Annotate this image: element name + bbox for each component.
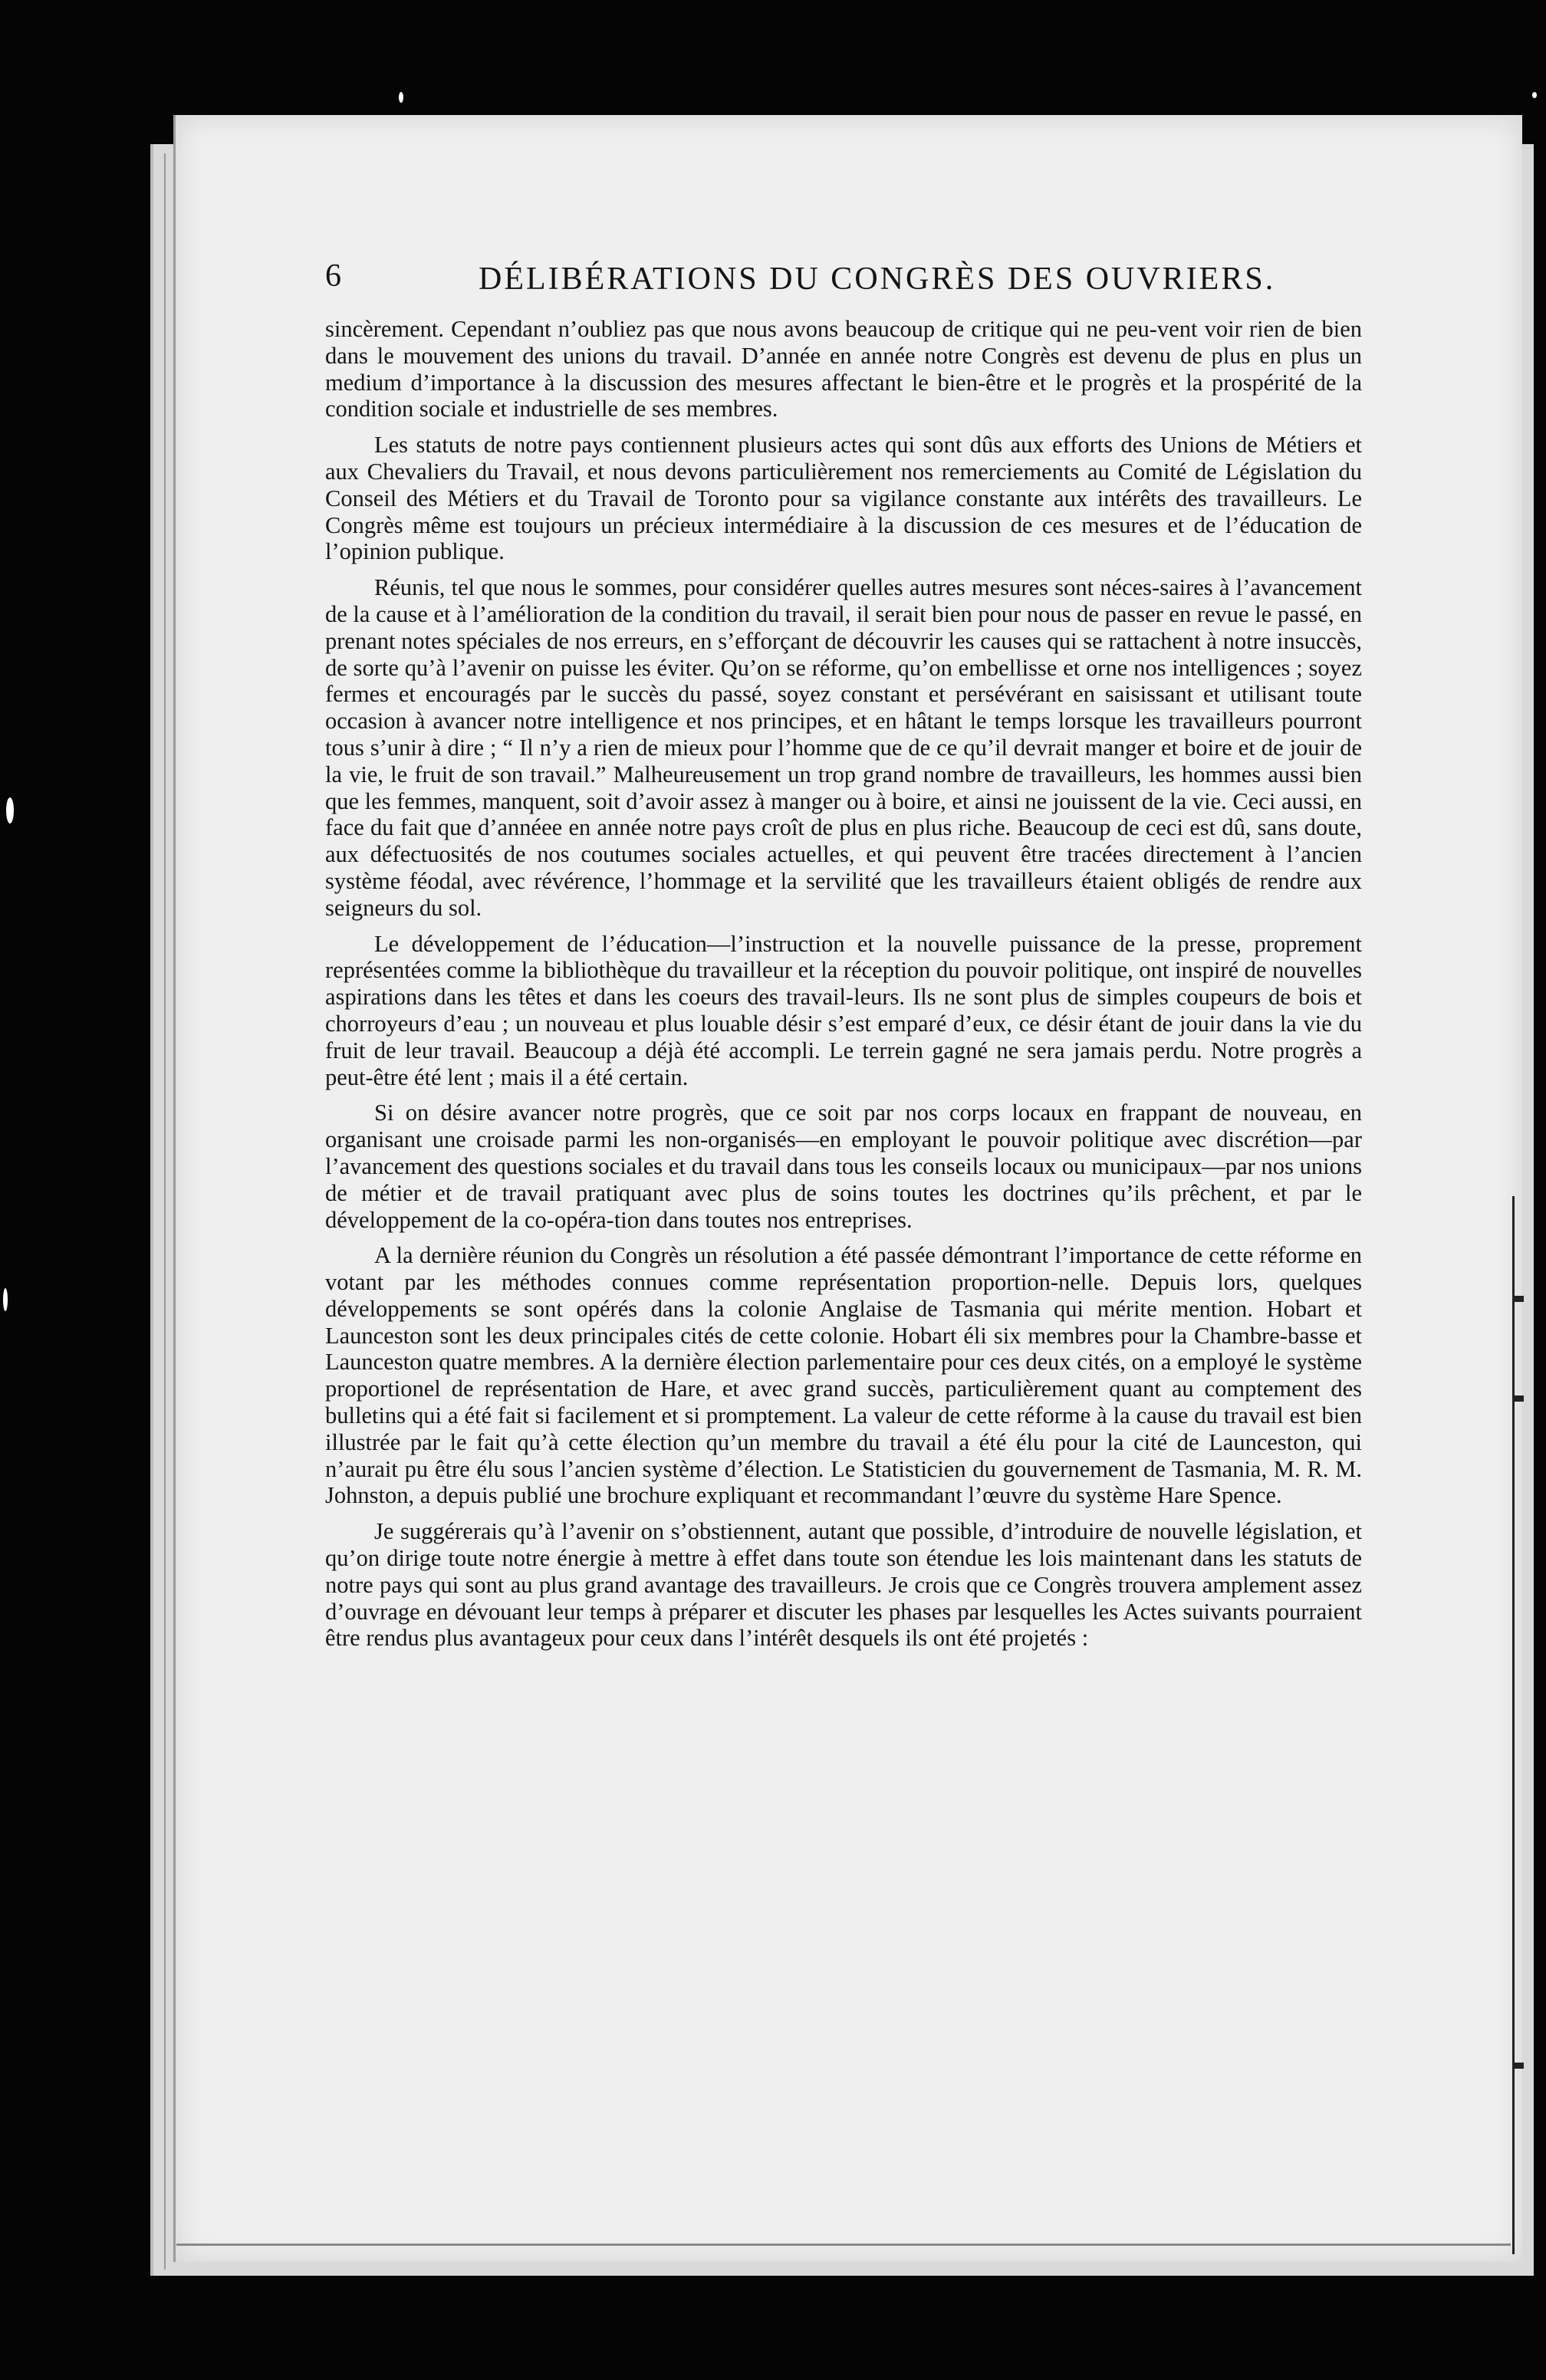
edge-mark (1515, 2063, 1524, 2069)
right-edge-rule (1512, 1196, 1515, 2254)
speck (399, 92, 403, 103)
speck (3, 1288, 8, 1311)
page-number: 6 (325, 258, 343, 294)
paragraph: A la dernière réunion du Congrès un résolution a été passée démontrant l’importance de cette réforme en votant par les méthodes connues comme représentation proportion-nelle. Depuis lors, quelques développements se sont opérés dans la colonie Anglaise de Tasmania qui mérite mention. Hobart et Launceston sont les deux principales cités de cette colonie. Hobart éli six membres pour la Chambre-basse et Launceston quatre membres. A la dernière élection parlementaire pour ces deux cités, on a employé le système proportionel de représentation de Hare, et avec grand succès, particulièrement quant au comptement des bulletins qui a été fait si facilement et si promptement. La valeur de cette réforme à la cause du travail est bien illustrée par le fait qu’à cette élection qu’un membre du travail a été élu pour la cité de Launceston, qui n’aurait pu être élu sous l’ancien système d’élection. Le Statisticien du gouvernement de Tasmania, M. R. M. Johnston, a depuis publié une brochure expliquant et recommandant l’œuvre du système Hare Spence. (325, 1242, 1362, 1509)
paragraph: Le développement de l’éducation—l’instruction et la nouvelle puissance de la presse, proprement représentées comme la bibliothèque du travailleur et la réception du pouvoir politique, ont inspiré de nouvelles aspirations dans les têtes et dans les coeurs des travail-leurs. Ils ne sont plus de simples coupeurs de bois et chorroyeurs d’eau ; un nouveau et plus louable désir s’est emparé d’eux, ce désir étant de jouir dans la vie du fruit de leur travail. Beaucoup a déjà été accompli. Le terrein gagné ne sera jamais perdu. Notre progrès a peut-être été lent ; mais il a été certain. (325, 930, 1362, 1090)
bottom-edge-rule (176, 2244, 1511, 2246)
running-head (325, 258, 1368, 307)
paragraph: Si on désire avancer notre progrès, que ce soit par nos corps locaux en frappant de nouveau, en organisant une croisade parmi les non-organisés—en employant le pouvoir politique avec discrétion—par l’avancement des questions sociales et du travail dans tous les conseils locaux ou municipaux—par nos unions de métier et de travail pratiquant avec plus de soins toutes les doctrines qu’ils prêchent, et par le développement de la co-opéra-tion dans toutes nos entreprises. (325, 1100, 1362, 1233)
edge-mark (1515, 1296, 1524, 1302)
paragraph: Réunis, tel que nous le sommes, pour considérer quelles autres mesures sont néces-saires à l’avancement de la cause et à l’amélioration de la condition du travail, il serait bien pour nous de passer en revue le passé, en prenant notes spéciales de nos erreurs, en s’efforçant de découvrir les causes qui se rattachent à notre insuccès, de sorte qu’à l’avenir on puisse les éviter. Qu’on se réforme, qu’on embellisse et orne nos intelligences ; soyez fermes et encouragés par le succès du passé, soyez constant et persévérant en saisissant et utilisant toute occasion à avancer notre intelligence et nos principes, et en hâtant le temps lorsque les travailleurs pourront tous s’unir à dire ; “ Il n’y a rien de mieux pour l’homme que de ce qu’il devrait manger et boire et de jouir de la vie, le fruit de son travail.” Malheureusement un trop grand nombre de travailleurs, les hommes aussi bien que les femmes, manquent, soit d’avoir assez à manger ou à boire, et ainsi ne jouissent de la vie. Ceci aussi, en face du fait que d’annéee en année notre pays croît de plus en plus riche. Beaucoup de ceci est dû, sans doute, aux défectuosités de nos coutumes sociales actuelles, et qui peuvent être tracées directement à l’ancien système féodal, avec révérence, l’hommage et la servilité que les travailleurs étaient obligés de rendre aux seigneurs du sol. (325, 574, 1362, 921)
page-edge (164, 153, 166, 2270)
paragraph: Les statuts de notre pays contiennent plusieurs actes qui sont dûs aux efforts des Unions de Métiers et aux Chevaliers du Travail, et nous devons particulièrement nos remerciements au Comité de Législation du Conseil des Métiers et du Travail de Toronto pour sa vigilance constante aux intérêts des travailleurs. Le Congrès même est toujours un précieux intermédiaire à la discussion de ces mesures et de l’éducation de l’opinion publique. (325, 432, 1362, 565)
speck (6, 797, 14, 823)
document-body (325, 316, 1362, 1661)
speck (1532, 92, 1537, 98)
paragraph: Je suggérerais qu’à l’avenir on s’obstiennent, autant que possible, d’introduire de nouvelle législation, et qu’on dirige toute notre énergie à mettre à effet dans toute son étendue les lois maintenant dans les statuts de notre pays qui sont au plus grand avantage des travailleurs. Je crois que ce Congrès trouvera amplement assez d’ouvrage en dévouant leur temps à préparer et discuter les phases par lesquelles les Actes suivants pourraient être rendus plus avantageux pour ceux dans l’intérêt desquels ils ont été projetés : (325, 1518, 1362, 1652)
edge-mark (1515, 1395, 1524, 1402)
page-title: DÉLIBÉRATIONS DU CONGRÈS DES OUVRIERS. (479, 261, 1276, 297)
paragraph: sincèrement. Cependant n’oubliez pas que nous avons beaucoup de critique qui ne peu-vent voir rien de bien dans le mouvement des unions du travail. D’année en année notre Congrès est devenu de plus en plus un medium d’importance à la discussion des mesures affectant le bien-être et le progrès et la prospérité de la condition sociale et industrielle de ses membres. (325, 316, 1362, 422)
